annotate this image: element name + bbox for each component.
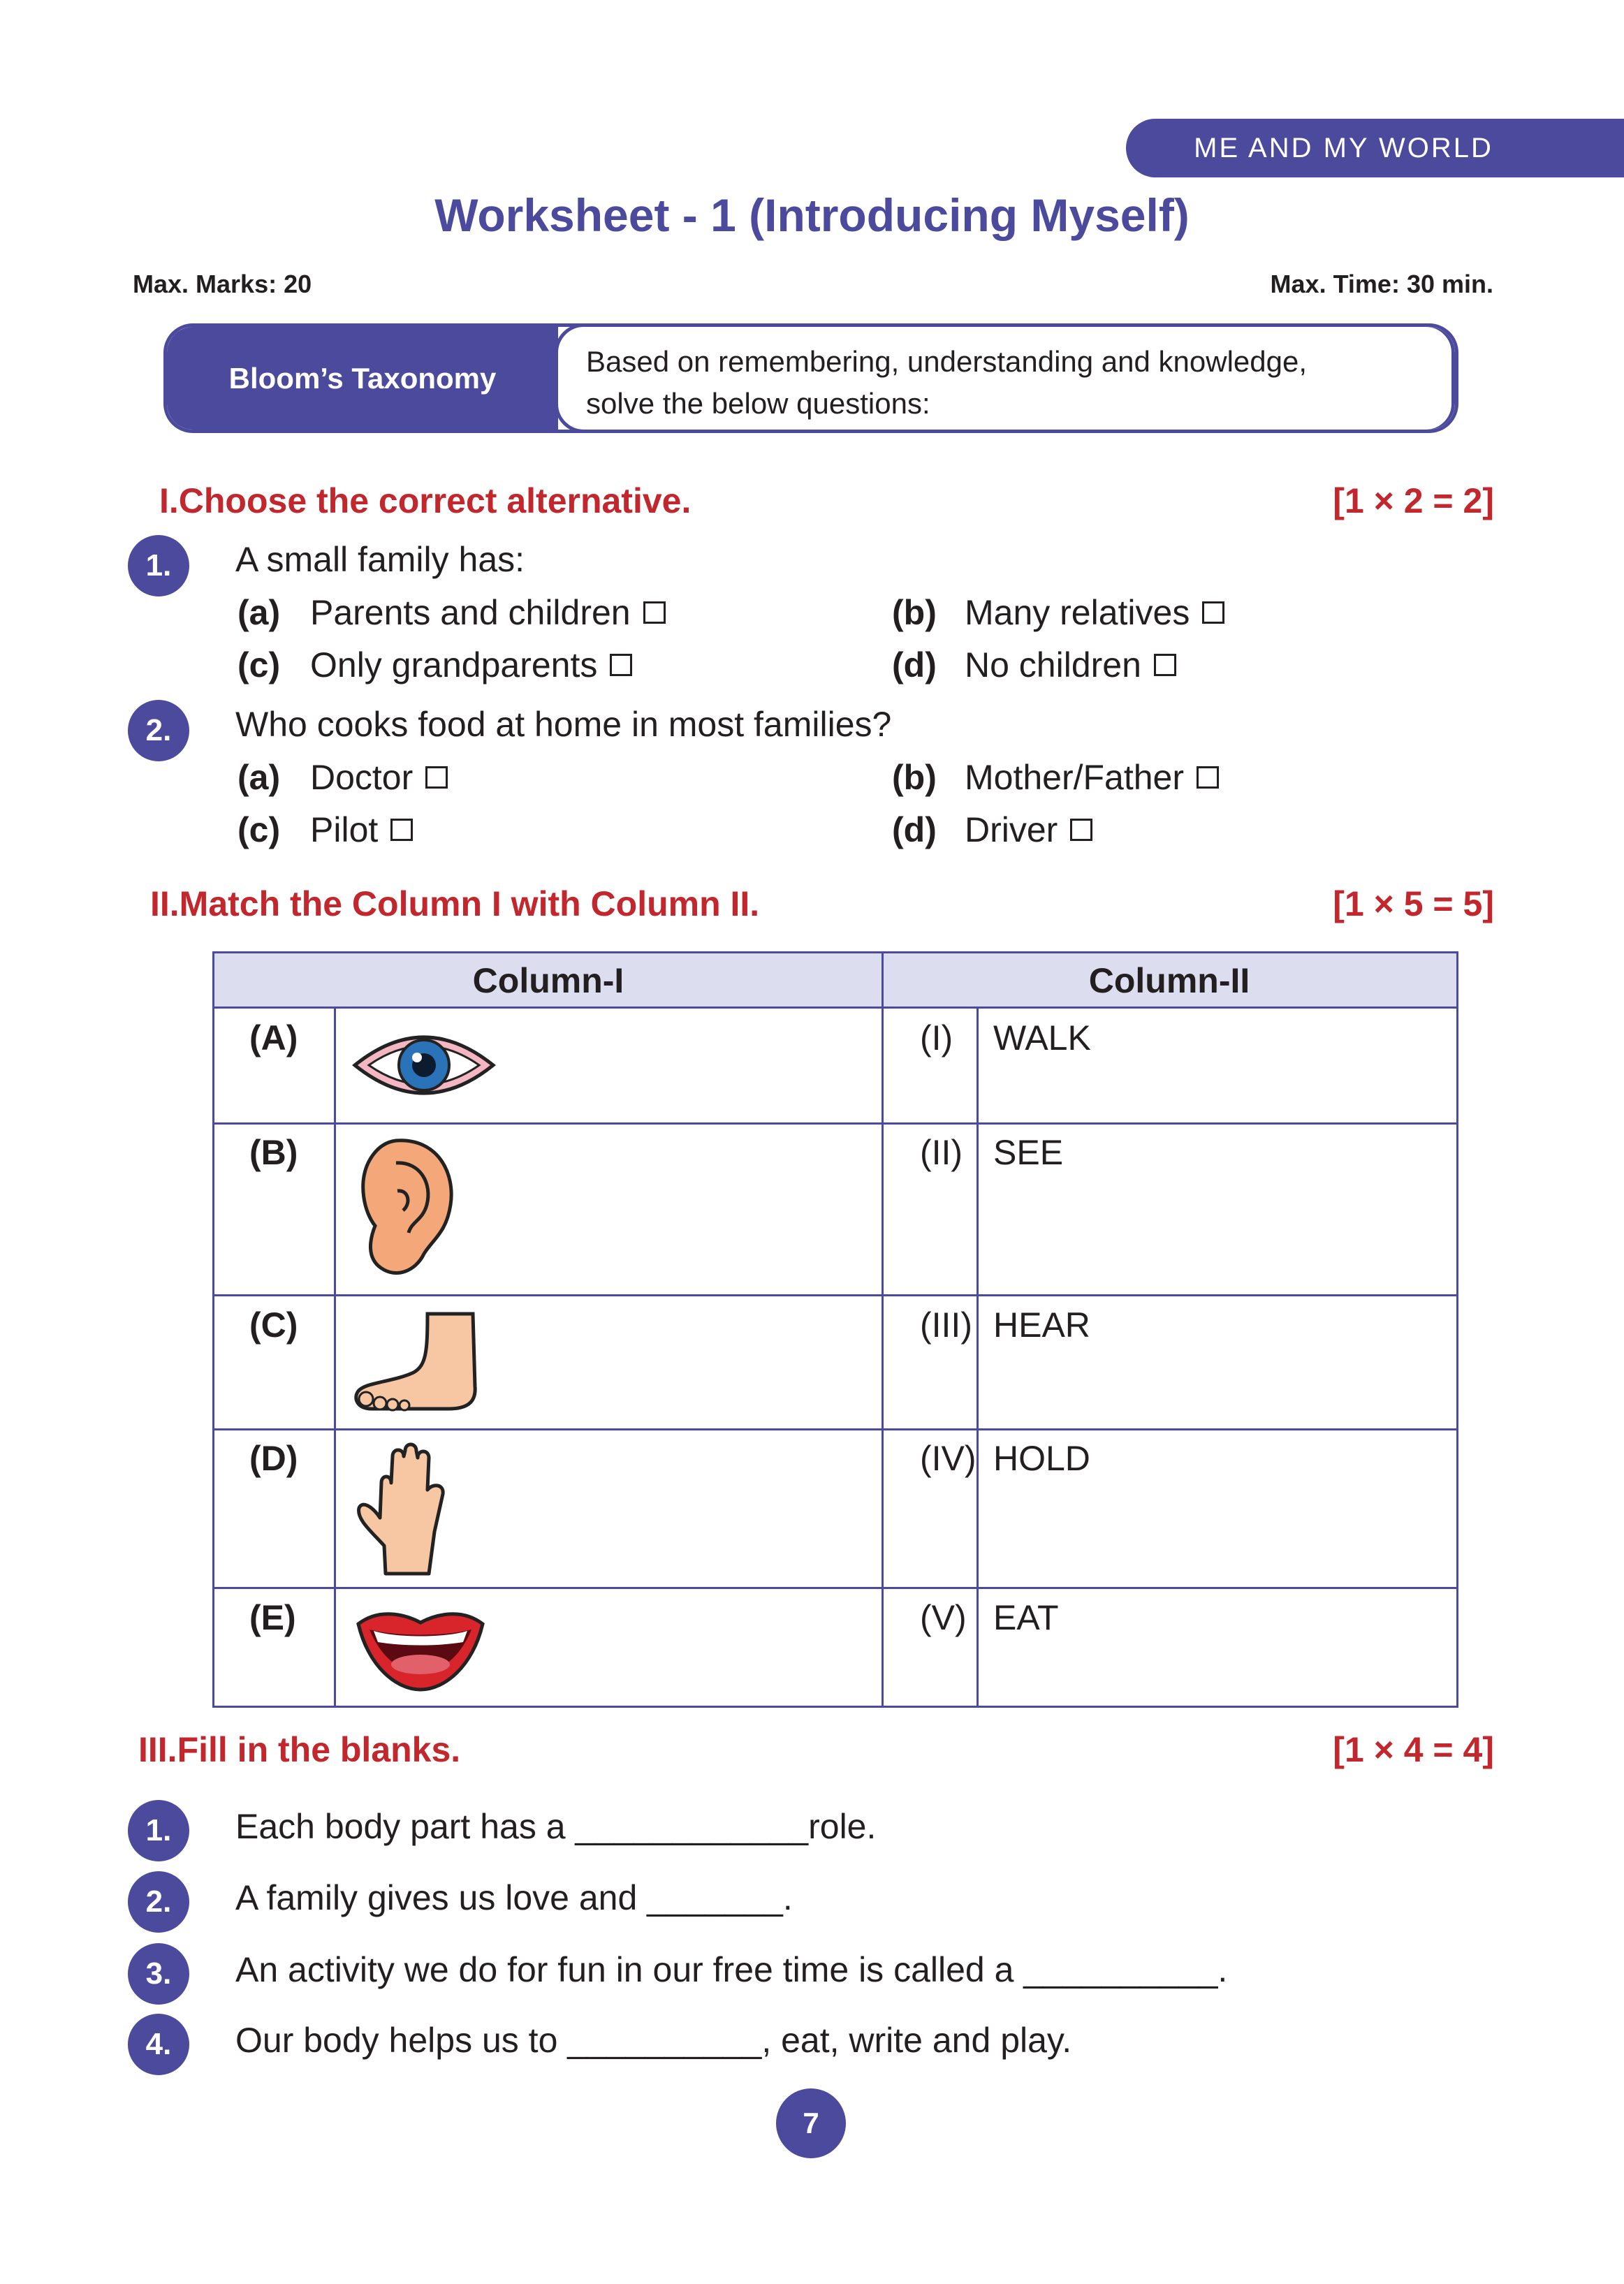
section-1-marks: [1 × 2 = 2] xyxy=(1333,481,1494,520)
page-number: 7 xyxy=(776,2088,846,2158)
bloom-label: Bloom’s Taxonomy xyxy=(167,327,558,430)
bloom-box xyxy=(163,323,1458,433)
col-divider xyxy=(976,1006,979,1706)
option-letter: (b) xyxy=(892,758,937,797)
question-text: A small family has: xyxy=(235,540,525,579)
row-divider xyxy=(214,1122,1456,1125)
blank-sentence: A family gives us love and _______. xyxy=(235,1878,793,1917)
row-answer: SEE xyxy=(993,1133,1064,1172)
bloom-instructions xyxy=(555,323,1455,433)
blank-sentence: An activity we do for fun in our free time is called a __________. xyxy=(235,1950,1228,1989)
option-text: Many relatives xyxy=(965,593,1190,632)
row-label: (A) xyxy=(249,1018,298,1057)
column-1-header: Column-I xyxy=(472,961,624,1000)
eye-icon xyxy=(351,1023,497,1107)
checkbox-icon[interactable] xyxy=(610,654,632,676)
col-divider xyxy=(334,1006,336,1706)
max-marks: Max. Marks: 20 xyxy=(133,270,312,298)
row-divider xyxy=(214,1006,1456,1009)
hand-icon xyxy=(351,1441,462,1581)
section-2-marks: [1 × 5 = 5] xyxy=(1333,884,1494,923)
option-text: Pilot xyxy=(310,810,379,849)
chapter-tab: ME AND MY WORLD xyxy=(1126,119,1624,177)
ear-icon xyxy=(354,1135,459,1282)
option-text: No children xyxy=(965,645,1141,685)
option-1a[interactable] xyxy=(237,592,666,633)
option-text: Mother/Father xyxy=(965,758,1185,797)
row-label: (D) xyxy=(249,1439,298,1478)
col-divider xyxy=(882,953,884,1706)
max-time: Max. Time: 30 min. xyxy=(1270,270,1493,298)
row-divider xyxy=(214,1587,1456,1589)
row-answer: EAT xyxy=(993,1598,1059,1637)
option-text: Only grandparents xyxy=(310,645,598,685)
checkbox-icon[interactable] xyxy=(643,601,666,624)
bloom-line-1: Based on remembering, understanding and knowledge, xyxy=(586,345,1308,378)
option-1b[interactable] xyxy=(892,592,1224,633)
option-letter: (d) xyxy=(892,645,937,685)
checkbox-icon[interactable] xyxy=(1070,819,1092,841)
option-letter: (c) xyxy=(237,645,281,685)
option-letter: (b) xyxy=(892,593,937,632)
section-2-heading: II.Match the Column I with Column II. xyxy=(150,884,760,923)
option-letter: (d) xyxy=(892,810,937,849)
bloom-line-2: solve the below questions: xyxy=(586,387,930,420)
blank-number: 1. xyxy=(128,1800,189,1861)
blank-number: 3. xyxy=(128,1943,189,2005)
question-number: 2. xyxy=(128,700,189,761)
checkbox-icon[interactable] xyxy=(390,819,413,841)
option-2a[interactable] xyxy=(237,757,448,798)
option-text: Parents and children xyxy=(310,593,631,632)
option-2d[interactable] xyxy=(892,810,1092,850)
row-answer: WALK xyxy=(993,1018,1091,1057)
column-2-header: Column-II xyxy=(1088,961,1250,1000)
row-roman: (II) xyxy=(920,1133,963,1172)
option-letter: (a) xyxy=(237,758,281,797)
option-1d[interactable] xyxy=(892,645,1176,685)
blank-number: 4. xyxy=(128,2014,189,2075)
option-letter: (a) xyxy=(237,593,281,632)
option-letter: (c) xyxy=(237,810,281,849)
row-divider xyxy=(214,1294,1456,1296)
checkbox-icon[interactable] xyxy=(1154,654,1176,676)
foot-icon xyxy=(351,1310,483,1414)
option-text: Driver xyxy=(965,810,1058,849)
row-label: (E) xyxy=(249,1598,296,1637)
mouth-icon xyxy=(354,1603,487,1694)
row-answer: HOLD xyxy=(993,1439,1090,1478)
question-number: 1. xyxy=(128,535,189,596)
option-text: Doctor xyxy=(310,758,414,797)
checkbox-icon[interactable] xyxy=(1202,601,1224,624)
row-label: (B) xyxy=(249,1133,298,1172)
section-3-heading: III.Fill in the blanks. xyxy=(138,1730,461,1769)
worksheet-title: Worksheet - 1 (Introducing Myself) xyxy=(434,189,1190,241)
blank-number: 2. xyxy=(128,1871,189,1933)
option-2b[interactable] xyxy=(892,757,1219,798)
checkbox-icon[interactable] xyxy=(1197,766,1219,789)
blank-sentence: Our body helps us to __________, eat, write and play. xyxy=(235,2021,1072,2060)
row-divider xyxy=(214,1428,1456,1430)
row-answer: HEAR xyxy=(993,1305,1090,1345)
section-3-marks: [1 × 4 = 4] xyxy=(1333,1730,1494,1769)
match-table xyxy=(212,951,1458,1708)
row-roman: (III) xyxy=(920,1305,972,1345)
option-1c[interactable] xyxy=(237,645,632,685)
checkbox-icon[interactable] xyxy=(425,766,448,789)
section-1-heading: I.Choose the correct alternative. xyxy=(159,481,692,520)
row-roman: (V) xyxy=(920,1598,967,1637)
blank-sentence: Each body part has a ____________role. xyxy=(235,1807,877,1846)
row-roman: (IV) xyxy=(920,1439,976,1478)
row-label: (C) xyxy=(249,1305,298,1345)
question-text: Who cooks food at home in most families? xyxy=(235,705,892,744)
row-roman: (I) xyxy=(920,1018,953,1057)
option-2c[interactable] xyxy=(237,810,413,850)
